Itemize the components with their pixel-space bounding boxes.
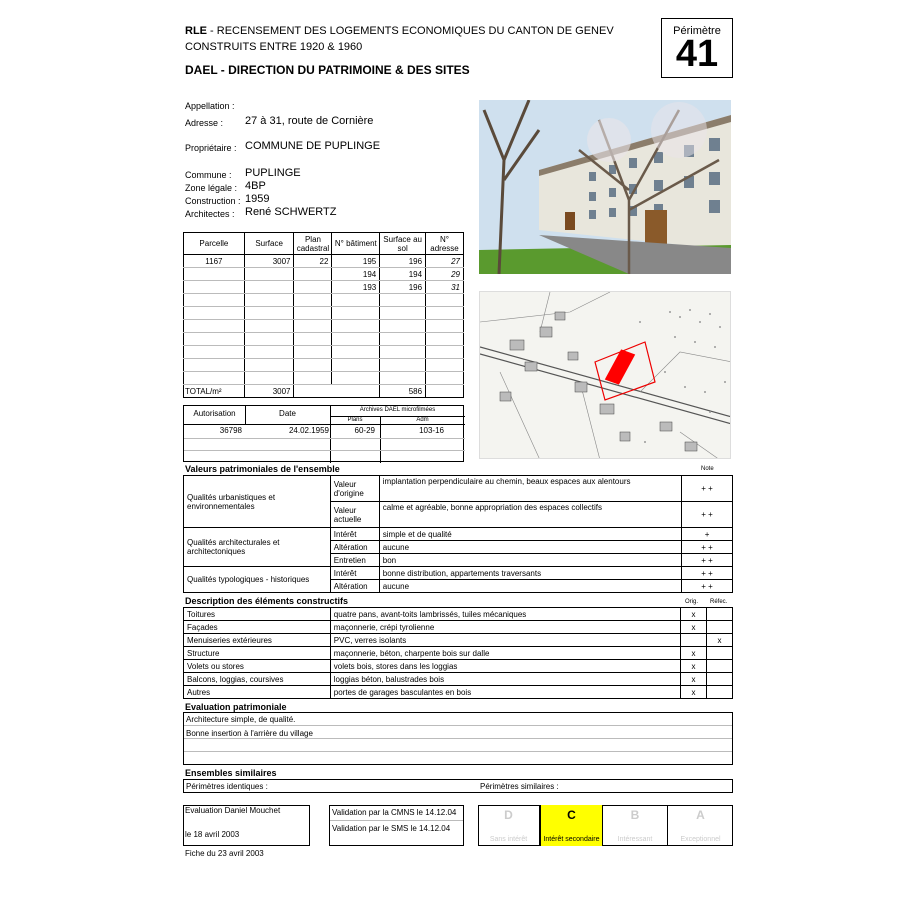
table-row: 1167 3007 22 195 196 27 xyxy=(184,255,464,268)
total-sol: 586 xyxy=(380,385,426,398)
archives-header: Archives DAEL microfilmées xyxy=(359,407,436,413)
zone-value: 4BP xyxy=(245,180,266,192)
architectes-label: Architectes : xyxy=(185,209,235,219)
date-value: 24.02.1959 xyxy=(288,426,329,435)
typo-label: Qualités typologiques - historiques xyxy=(184,567,331,593)
perimetre-label: Périmètre xyxy=(673,25,721,37)
fiche-date: Fiche du 23 avril 2003 xyxy=(185,849,264,858)
batiment-header: N° bâtiment xyxy=(332,233,380,255)
evaluation-author-box xyxy=(183,805,310,846)
evaluation-line-2: Bonne insertion à l'arrière du village xyxy=(186,729,313,738)
adresse-value: 27 à 31, route de Cornière xyxy=(245,115,374,127)
grade-c-selected: C Intérêt secondaire xyxy=(540,805,603,846)
ensembles-box xyxy=(183,779,733,793)
urb-label: Qualités urbanistiques et environnementales xyxy=(184,476,331,528)
perimetre-number: 41 xyxy=(675,33,719,75)
date-header: Date xyxy=(279,409,296,418)
grade-b: B Intéressant xyxy=(603,805,668,846)
table-row: Autres portes de garages basculantes en bois x xyxy=(184,686,733,699)
authorization-table xyxy=(183,405,464,462)
table-row: 193 196 31 xyxy=(184,281,464,294)
table-row: Toitures quatre pans, avant-toits lambrissés, tuiles mécaniques x xyxy=(184,608,733,621)
total-label: TOTAL/m² xyxy=(184,385,245,398)
proprietaire-value: COMMUNE DE PUPLINGE xyxy=(245,140,381,152)
parcel-table xyxy=(183,232,464,398)
building-photo xyxy=(479,100,731,274)
orig-label: Orig. xyxy=(685,599,699,605)
plans-value: 60-29 xyxy=(354,426,375,435)
validation-sms: Validation par le SMS le 14.12.04 xyxy=(332,824,451,833)
valeurs-table: Qualités urbanistiques et environnementales Valeur d'origine implantation perpendiculaire au chemin, beaux espaces aux alentours + + Valeur actuelle calme et agréable, bonne appropriation des espaces collectifs + + Qualités architecturales et architectoniques Intérêt simple et de qualité + Altération aucune + + Entretien bon + + Qualités typologiques - historiques Intérêt bonne distribution, appartements traversants + + Altération aucune + + xyxy=(183,475,733,593)
evaluation-title: Evaluation patrimoniale xyxy=(185,702,287,712)
table-row: Menuiseries extérieures PVC, verres isolants x xyxy=(184,634,733,647)
commune-value: PUPLINGE xyxy=(245,167,301,179)
table-row: Volets ou stores volets bois, stores dans les loggias x xyxy=(184,660,733,673)
total-surface: 3007 xyxy=(244,385,294,398)
arch-label: Qualités architecturales et architectoniques xyxy=(184,528,331,567)
note-label: Note xyxy=(701,466,714,472)
evaluation-date: le 18 avril 2003 xyxy=(185,830,240,839)
table-row: Structure maçonnerie, béton, charpente bois sur dalle x xyxy=(184,647,733,660)
architectes-value: René SCHWERTZ xyxy=(245,206,337,218)
plans-header: Plans xyxy=(347,417,363,423)
commune-label: Commune : xyxy=(185,170,232,180)
parcel-header: Parcelle xyxy=(184,233,245,255)
appellation-label: Appellation : xyxy=(185,101,235,111)
evaluation-author: Evaluation Daniel Mouchet xyxy=(185,806,281,815)
perimetres-similaires: Périmètres similaires : xyxy=(480,782,559,791)
validation-cmns: Validation par la CMNS le 14.12.04 xyxy=(332,808,457,817)
surface-sol-header: Surface au sol xyxy=(380,233,426,255)
ensembles-title: Ensembles similaires xyxy=(185,768,277,778)
table-row: Balcons, loggias, coursives loggias béton, balustrades bois x xyxy=(184,673,733,686)
zone-label: Zone légale : xyxy=(185,183,238,193)
header-line-1: RLE - RECENSEMENT DES LOGEMENTS ECONOMIQUES DU CANTON DE GENEV xyxy=(185,25,614,37)
validation-box xyxy=(329,805,464,846)
construction-label: Construction : xyxy=(185,196,241,206)
grade-a: A Exceptionnel xyxy=(680,808,721,843)
refec-label: Réfec. xyxy=(710,599,728,605)
autorisation-header: Autorisation xyxy=(193,409,236,418)
plan-cadastral-header: Plan cadastral xyxy=(294,233,332,255)
surface-header: Surface xyxy=(244,233,294,255)
adm-header: Adm xyxy=(416,417,429,423)
proprietaire-label: Propriétaire : xyxy=(185,143,237,153)
description-title: Description des éléments constructifs xyxy=(185,596,349,606)
table-row: Façades maçonnerie, crépi tyrolienne x xyxy=(184,621,733,634)
valeurs-title: Valeurs patrimoniales de l'ensemble xyxy=(185,464,340,474)
construction-value: 1959 xyxy=(245,193,270,205)
autorisation-value: 36798 xyxy=(219,426,242,435)
total-row xyxy=(184,385,464,398)
evaluation-line-1: Architecture simple, de qualité. xyxy=(186,715,296,724)
grade-d: D Sans intérêt xyxy=(478,805,540,846)
table-row: 194 194 29 xyxy=(184,268,464,281)
adresse-label: Adresse : xyxy=(185,118,224,128)
description-table xyxy=(183,607,733,699)
evaluation-box xyxy=(183,712,733,765)
perimetres-identiques: Périmètres identiques : xyxy=(186,782,268,791)
perimetre-box xyxy=(661,18,733,78)
cadastral-map xyxy=(479,291,731,459)
header-line-3: DAEL - DIRECTION DU PATRIMOINE & DES SITES xyxy=(185,63,470,77)
adresse-header: N° adresse xyxy=(426,233,464,255)
header-line-2: CONSTRUITS ENTRE 1920 & 1960 xyxy=(185,41,363,53)
adm-value: 103-16 xyxy=(419,426,444,435)
